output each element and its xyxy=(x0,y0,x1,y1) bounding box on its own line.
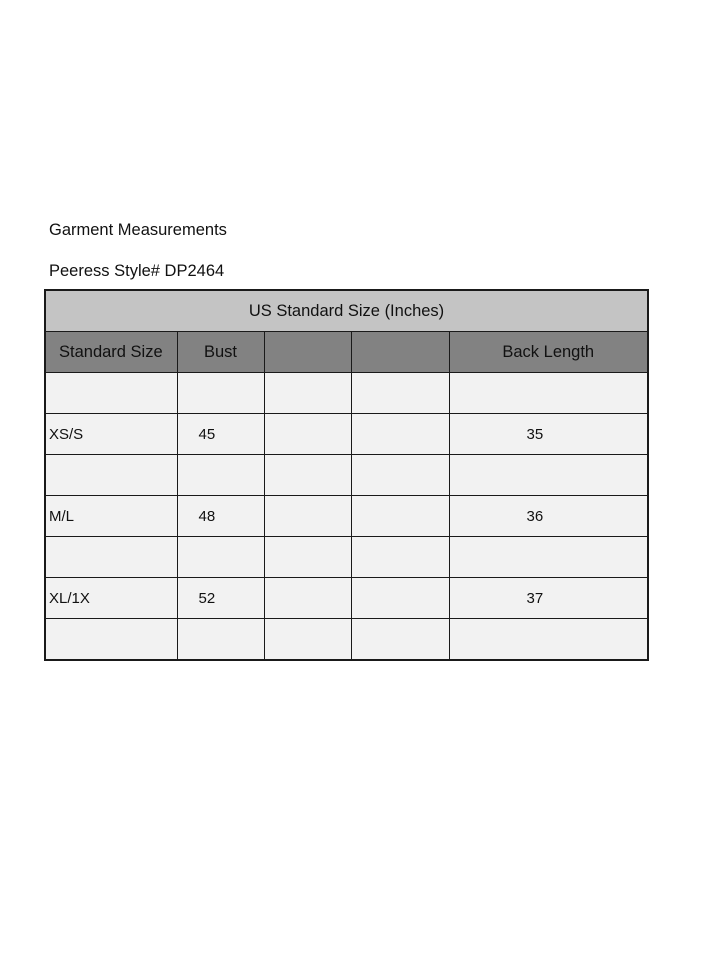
empty-cell xyxy=(351,373,449,414)
empty-cell xyxy=(264,619,351,661)
table-row xyxy=(45,414,648,455)
bust-cell: 45 xyxy=(177,414,264,455)
back-length-cell xyxy=(449,455,648,496)
empty-cell xyxy=(264,455,351,496)
size-chart-table xyxy=(44,289,649,661)
column-header-3 xyxy=(264,332,351,373)
bust-cell: 48 xyxy=(177,496,264,537)
size-cell xyxy=(45,537,177,578)
size-cell xyxy=(45,455,177,496)
table-row xyxy=(45,619,648,661)
empty-cell xyxy=(351,578,449,619)
bust-cell xyxy=(177,373,264,414)
style-number: Peeress Style# DP2464 xyxy=(49,262,225,280)
size-cell: M/L xyxy=(45,496,177,537)
empty-cell xyxy=(264,373,351,414)
back-length-cell: 37 xyxy=(449,578,648,619)
table-row xyxy=(45,455,648,496)
empty-cell xyxy=(351,414,449,455)
empty-cell xyxy=(264,537,351,578)
table-row xyxy=(45,496,648,537)
size-cell: XL/1X xyxy=(45,578,177,619)
size-cell xyxy=(45,373,177,414)
bust-cell xyxy=(177,619,264,661)
back-length-cell: 36 xyxy=(449,496,648,537)
size-cell xyxy=(45,619,177,661)
bust-cell: 52 xyxy=(177,578,264,619)
empty-cell xyxy=(264,496,351,537)
table-row xyxy=(45,373,648,414)
column-header-standard-size: Standard Size xyxy=(45,332,177,373)
empty-cell xyxy=(351,619,449,661)
back-length-cell xyxy=(449,619,648,661)
column-header-bust: Bust xyxy=(177,332,264,373)
empty-cell xyxy=(351,455,449,496)
empty-cell xyxy=(351,537,449,578)
column-header-back-length: Back Length xyxy=(449,332,648,373)
empty-cell xyxy=(264,578,351,619)
table-row xyxy=(45,578,648,619)
table-banner: US Standard Size (Inches) xyxy=(45,290,648,332)
table-banner-row xyxy=(45,290,648,332)
size-cell: XS/S xyxy=(45,414,177,455)
column-header-4 xyxy=(351,332,449,373)
document-title: Garment Measurements xyxy=(49,221,227,239)
back-length-cell: 35 xyxy=(449,414,648,455)
back-length-cell xyxy=(449,373,648,414)
table-header-row xyxy=(45,332,648,373)
back-length-cell xyxy=(449,537,648,578)
bust-cell xyxy=(177,537,264,578)
bust-cell xyxy=(177,455,264,496)
empty-cell xyxy=(351,496,449,537)
empty-cell xyxy=(264,414,351,455)
table-row xyxy=(45,537,648,578)
